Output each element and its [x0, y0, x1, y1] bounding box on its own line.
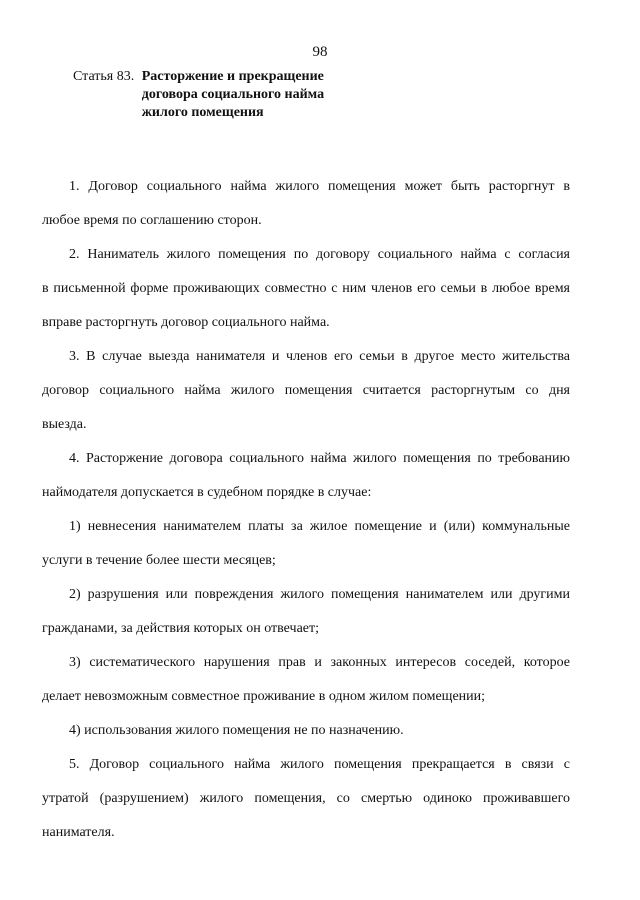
article-prefix: Статья 83. — [73, 69, 135, 84]
paragraph-line: 4. Расторжение договора социального найма жилого помещения по требованию — [69, 451, 570, 466]
paragraph-line: 3) систематического нарушения прав и законных интересов соседей, которое — [69, 655, 570, 670]
paragraph-line: договор социального найма жилого помещения считается расторгнутым со дня — [42, 383, 570, 398]
paragraph-line: 2) разрушения или повреждения жилого помещения нанимателем или другими — [69, 587, 570, 602]
paragraph-line: выезда. — [42, 417, 87, 432]
article-title-line: договора социального найма — [141, 87, 325, 102]
paragraph-line: делает невозможным совместное проживание в одном жилом помещении; — [42, 689, 486, 704]
article-title-line: Расторжение и прекращение — [141, 69, 324, 84]
article-title-line: жилого помещения — [141, 105, 264, 120]
paragraph — [42, 510, 570, 578]
article-heading — [73, 68, 324, 122]
paragraph-line: 2. Наниматель жилого помещения по договору социального найма с согласия — [69, 247, 570, 262]
article-body — [42, 170, 570, 850]
paragraph-line: вправе расторгнуть договор социального найма. — [42, 315, 330, 330]
paragraph-line: 3. В случае выезда нанимателя и членов его семьи в другое место жительства — [69, 349, 570, 364]
paragraph-line: 4) использования жилого помещения не по назначению. — [69, 723, 404, 738]
paragraph — [42, 714, 570, 748]
paragraph — [42, 442, 570, 510]
paragraph — [42, 578, 570, 646]
paragraph-line: 1) невнесения нанимателем платы за жилое помещение и (или) коммунальные — [69, 519, 570, 534]
paragraph-line: 1. Договор социального найма жилого помещения может быть расторгнут в — [69, 179, 570, 194]
paragraph — [42, 238, 570, 340]
page-number: 98 — [312, 44, 328, 60]
paragraph-line: утратой (разрушением) жилого помещения, со смертью одиноко проживавшего — [42, 791, 570, 806]
article-title — [142, 68, 324, 122]
paragraph-line: любое время по соглашению сторон. — [42, 213, 262, 228]
paragraph-line: 5. Договор социального найма жилого помещения прекращается в связи с — [69, 757, 570, 772]
paragraph — [42, 646, 570, 714]
paragraph-line: наймодателя допускается в судебном порядке в случае: — [42, 485, 372, 500]
paragraph-line: гражданами, за действия которых он отвечает; — [42, 621, 320, 636]
paragraph-line: в письменной форме проживающих совместно с ним членов его семьи в любое время — [42, 281, 570, 296]
paragraph-line: услуги в течение более шести месяцев; — [42, 553, 276, 568]
paragraph — [42, 748, 570, 850]
paragraph — [42, 170, 570, 238]
paragraph-line: нанимателя. — [42, 825, 115, 840]
paragraph — [42, 340, 570, 442]
